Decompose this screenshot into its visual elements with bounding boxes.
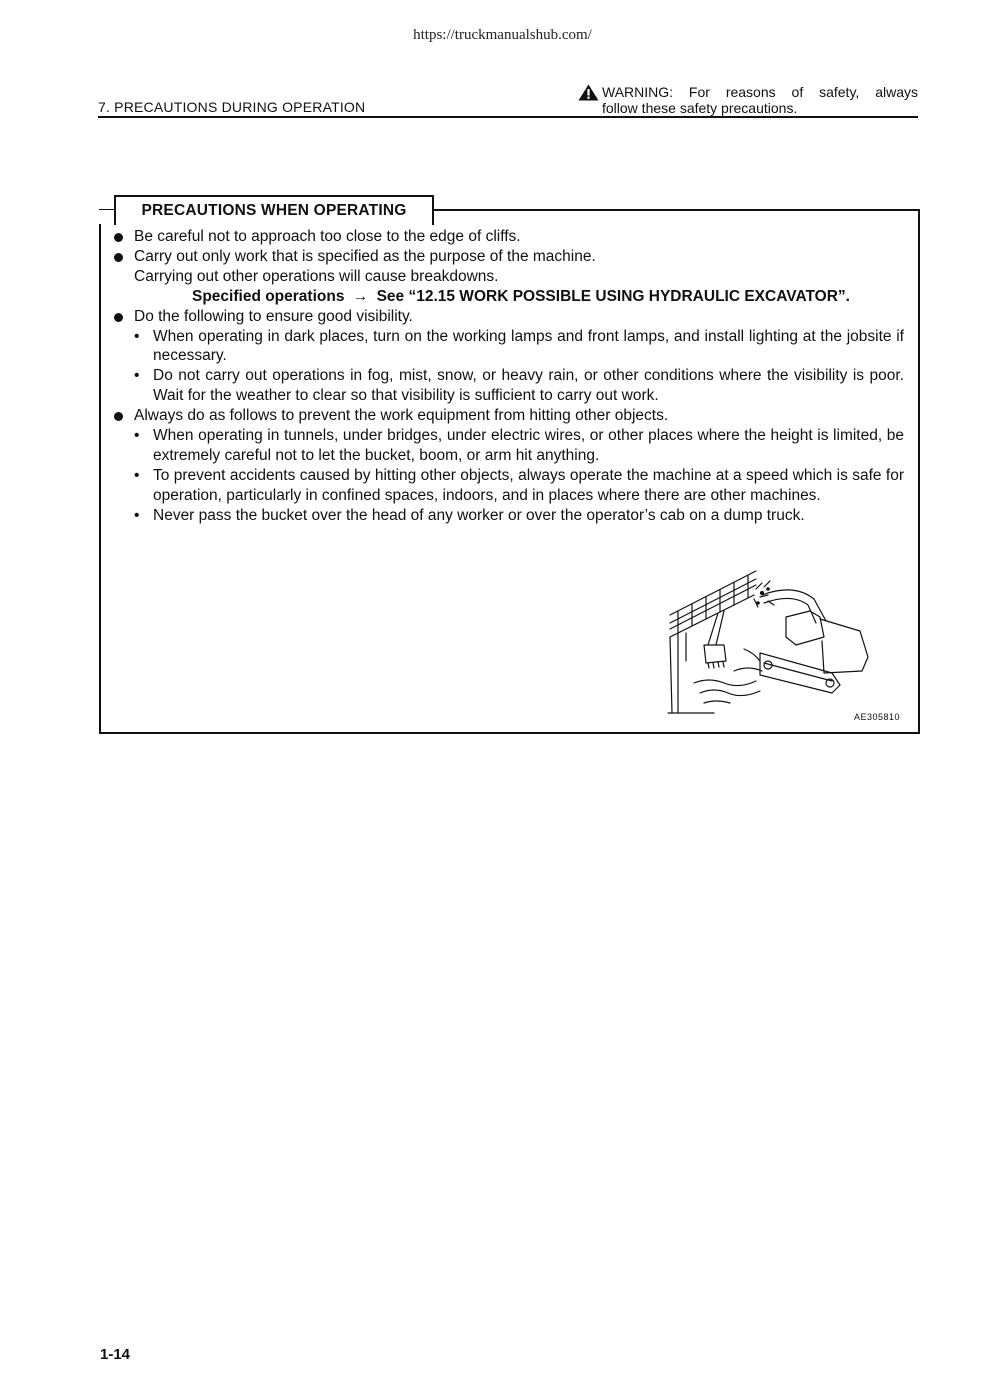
excavator-drawing [760,590,868,693]
sub-list-item: • When operating in dark places, turn on the working lamps and front lamps, and install lighting at the jobsite if necessary. [134,327,904,365]
sub-list-item: • When operating in tunnels, under bridges, under electric wires, or other places where the height is limited, be extremely careful not to let the bucket, boom, or arm hit anything. [134,427,904,464]
warning-text-line1: WARNING: For reasons of safety, always [602,84,918,100]
bullet-icon [114,412,123,421]
sub-bullet-icon: • [134,367,140,385]
warning-triangle-icon [578,84,599,101]
precautions-list [112,227,904,526]
sub-bullet-icon: • [134,506,140,524]
arrow-right-icon: → [352,287,369,305]
ground-drawing [694,649,762,703]
list-item: Always do as follows to prevent the work equipment from hitting other objects. [112,406,904,426]
list-item: Carry out only work that is specified as the purpose of the machine. [112,247,904,267]
sub-list-item: • Never pass the bucket over the head of any worker or over the operator’s cab on a dump truck. [134,506,805,524]
bucket-drawing [704,611,726,668]
bullet-icon [114,233,123,242]
bullet-icon [114,253,123,262]
box-title: PRECAUTIONS WHEN OPERATING [114,195,434,225]
sub-list-item: • To prevent accidents caused by hitting other objects, always operate the machine at a speed which is safe for operation, particularly in confined spaces, indoors, and in places where there are other machines. [134,466,904,504]
warning-text-line2: follow these safety precautions. [602,100,798,116]
sub-bullet-icon: • [134,327,140,345]
page-number: 1-14 [100,1346,131,1363]
warning-note [578,84,918,116]
specified-operations-ref: Specified operations → See “12.15 WORK POSSIBLE USING HYDRAULIC EXCAVATOR”. [192,287,850,305]
sub-bullet-icon: • [134,427,140,445]
sub-bullet-icon: • [134,466,140,484]
site-url[interactable]: https://truckmanualshub.com/ [413,27,592,43]
header-divider [98,116,918,118]
excavator-illustration [664,553,876,718]
sub-list-item: • Do not carry out operations in fog, mist, snow, or heavy rain, or other conditions where the visibility is poor. Wait for the weather to clear so that visibility is sufficient to carry out work. [134,367,904,405]
list-item-continuation: Carrying out other operations will cause breakdowns. [134,267,499,285]
list-item: Be careful not to approach too close to the edge of cliffs. [112,227,904,247]
section-title: 7. PRECAUTIONS DURING OPERATION [98,99,366,115]
figure-code: AE305810 [854,712,901,722]
bridge-drawing [668,571,756,713]
bullet-icon [114,313,123,322]
list-item: Do the following to ensure good visibility. [112,307,904,327]
